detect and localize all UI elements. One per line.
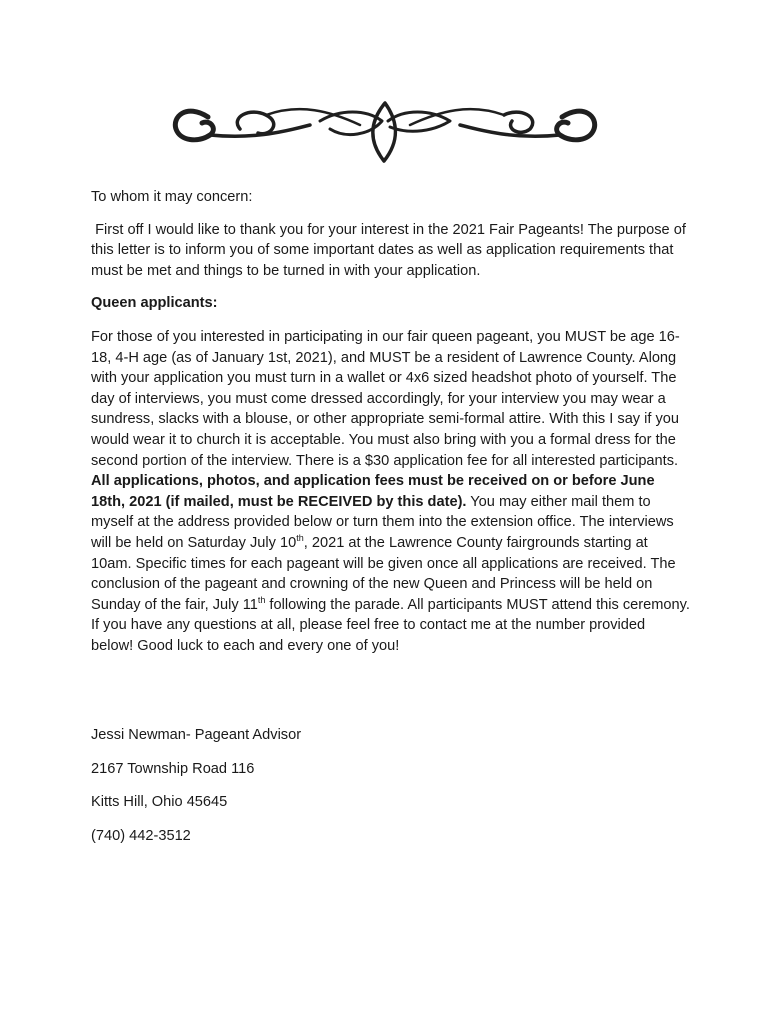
ordinal-suffix: th xyxy=(257,594,266,605)
letter-intro-paragraph: First off I would like to thank you for your interest in the 2021 Fair Pageants! The purpose of this letter is to inform you of some important dates as well as application requirements that must be met and things to be turned in with your application. xyxy=(91,221,690,279)
signature-name-title: Jessi Newman- Pageant Advisor xyxy=(91,727,302,743)
signature-phone: (740) 442-3512 xyxy=(91,827,191,844)
ordinal-suffix: th xyxy=(296,533,304,544)
section-heading: Queen applicants: xyxy=(91,295,218,312)
signature-block xyxy=(91,725,301,859)
paragraph-text-part2: You may either mail them to myself at the address provided below or turn them into the extension office. The interviews will be held on Saturday July 10 xyxy=(91,493,674,551)
signature-address-line1: 2167 Township Road 116 xyxy=(91,760,255,777)
deadline-bold-text: All applications, photos, and application fees must be received on or before June 18th, 2021 (if mailed, must be RECEIVED by this date). xyxy=(91,473,655,510)
letter-body xyxy=(91,187,691,656)
paragraph-text-part1: For those of you interested in participating in our fair queen pageant, you MUST be age 16-18, 4-H age (as of January 1st, 2021), and MUST be a resident of Lawrence County. Along with your application you must turn in a wallet or 4x6 sized headshot photo of yourself. The day of interviews, you must come dressed accordingly, for your interview you may wear a sundress, slacks with a blouse, or other appropriate semi-formal attire. With this I say if you would wear it to church it is acceptable. You must also bring with you a formal dress for the second portion of the interview. There is a $30 application fee for all interested participants. xyxy=(91,328,680,469)
signature-address-line2: Kitts Hill, Ohio 45645 xyxy=(91,794,228,811)
queen-applicants-paragraph xyxy=(91,327,691,657)
paragraph-text-part3: , 2021 at the Lawrence County fairgrounds starting at 10am. Specific times for each pageant will be given once all applications are received. The conclusion of the pageant and crowning of the new Queen and Princess will be held on Sunday of the fair, July 11 xyxy=(91,534,676,613)
paragraph-text-part4: following the parade. All participants MUST attend this ceremony. If you have any questions at all, please feel free to contact me at the number provided below! Good luck to each and every one of you! xyxy=(91,596,690,654)
decorative-scroll-ornament xyxy=(170,95,600,167)
letter-greeting: To whom it may concern: xyxy=(91,189,253,205)
